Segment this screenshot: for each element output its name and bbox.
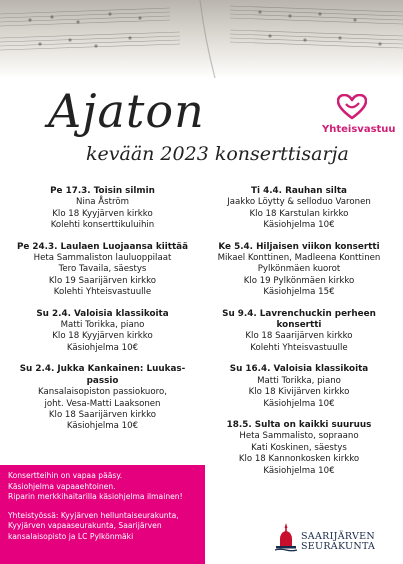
event-detail: Matti Torikka, piano — [60, 320, 145, 331]
event-title: 18.5. Sulta on kaikki suuruus — [226, 419, 372, 430]
event-detail: Klo 18 Kyyjärven kirkko — [52, 331, 153, 342]
heart-icon — [337, 94, 367, 120]
event-detail: Klo 18 Saarijärven kirkko — [245, 331, 353, 342]
event-detail: Heta Sammaliston lauluoppilaat — [33, 253, 172, 264]
event-title: Su 2.4. Jukka Kankainen: Luukas-passio — [19, 364, 186, 386]
event-detail: Klo 18 Karstulan kirkko — [249, 208, 349, 219]
event-item — [10, 186, 195, 232]
event-item — [204, 364, 394, 410]
event-detail: Klo 19 Saarijärven kirkko — [48, 275, 157, 286]
partners-line: Kyyjärven vapaaseurakunta, Saarijärven — [8, 521, 162, 531]
info-line: Käsiohjelma vapaaehtoinen. — [8, 481, 116, 491]
event-detail: Jaakko Löytty & selloduo Varonen — [227, 197, 371, 208]
event-detail: Klo 18 Kivijärven kirkko — [248, 387, 350, 398]
sheet-music-photo — [0, 0, 403, 78]
info-line: Riparin merkkihaitarilla käsiohjelma ilmainen! — [8, 492, 183, 502]
saarijarven-seurakunta-logo — [274, 522, 375, 552]
event-detail: joht. Vesa-Matti Laaksonen — [44, 398, 161, 409]
event-detail: Klo 19 Pylkönmäen kirkko — [243, 275, 355, 286]
event-detail: Klo 18 Kannonkosken kirkko — [238, 454, 360, 465]
event-detail: Käsiohjelma 10€ — [263, 398, 335, 409]
left-events-column — [10, 186, 195, 443]
event-item — [10, 364, 195, 432]
event-title: Su 16.4. Valoisia klassikoita — [229, 364, 369, 375]
partners-line: Yhteistyössä: Kyyjärven helluntaiseurakunta, — [8, 510, 179, 520]
event-detail: Kolehti Yhteisvastuulle — [250, 342, 348, 353]
church-icon — [274, 522, 298, 552]
event-detail: Käsiohjelma 10€ — [66, 421, 139, 432]
event-detail: Käsiohjelma 10€ — [263, 220, 335, 231]
poster-subtitle: kevään 2023 konserttisarja — [86, 143, 349, 165]
event-item — [204, 420, 394, 477]
event-title: Ti 4.4. Rauhan silta — [251, 186, 347, 196]
event-detail: Kansalaisopiston passiokuoro, — [38, 387, 167, 398]
event-item — [204, 186, 394, 232]
event-detail: Pylkönmäen kuorot — [257, 264, 341, 275]
event-item — [10, 309, 195, 355]
event-detail: Heta Sammalisto, sopraano — [239, 431, 359, 442]
event-title: Su 9.4. Lavrenchuckin perheen konsertti — [222, 308, 376, 331]
event-title: Pe 24.3. Laulaen Luojaansa kiittää — [16, 241, 189, 252]
event-detail: Kolehti konserttikuluihin — [50, 220, 155, 231]
event-detail: Käsiohjelma 15€ — [263, 287, 335, 298]
info-box — [0, 465, 205, 564]
yhteisvastuu-logo — [322, 94, 396, 135]
event-title: Ke 5.4. Hiljaisen viikon konsertti — [218, 241, 380, 252]
event-title: Su 2.4. Valoisia klassikoita — [36, 308, 169, 319]
sponsor-name-line1: SAARIJÄRVEN — [301, 531, 376, 542]
event-detail: Mikael Konttinen, Madleena Konttinen — [217, 253, 381, 264]
sponsor-name-line2: SEURAKUNTA — [301, 541, 376, 552]
event-detail: Nina Åström — [76, 197, 129, 208]
right-events-column — [204, 186, 394, 487]
logo-text: Yhteisvastuu — [322, 124, 396, 135]
event-item — [10, 242, 195, 299]
event-detail: Tero Tavaila, säestys — [58, 264, 147, 275]
event-detail: Kolehti Yhteisvastuulle — [53, 287, 152, 298]
event-detail: Klo 18 Kyyjärven kirkko — [52, 208, 153, 219]
event-title: Pe 17.3. Toisin silmin — [50, 186, 155, 196]
event-detail: Käsiohjelma 10€ — [263, 465, 335, 476]
event-detail: Klo 18 Saarijärven kirkko — [48, 409, 157, 420]
poster-title: Ajaton — [48, 84, 205, 138]
event-detail: Kati Koskinen, säestys — [251, 442, 347, 453]
partners-line: kansalaisopisto ja LC Pylkönmäki — [8, 531, 134, 541]
event-detail: Käsiohjelma 10€ — [66, 342, 139, 353]
info-line: Konsertteihin on vapaa pääsy. — [8, 471, 123, 480]
event-item — [204, 242, 394, 299]
event-item — [204, 309, 394, 355]
event-detail: Matti Torikka, piano — [257, 375, 341, 386]
